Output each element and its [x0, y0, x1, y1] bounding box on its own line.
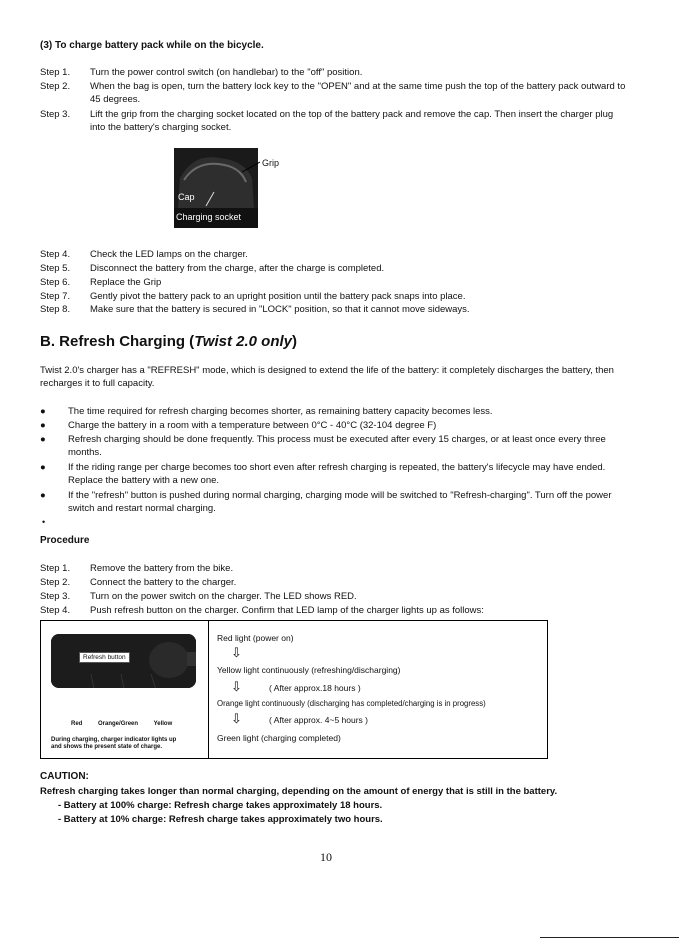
red-light-label: Red [71, 721, 83, 727]
step-text: Turn the power control switch (on handlebar) to the "off" position. [90, 67, 363, 78]
bullet-text: If the "refresh" button is pushed during normal charging, charging mode will be switched to "Refresh-charging". Turn off the power switch and restart normal charging. [68, 490, 612, 514]
step-text: Lift the grip from the charging socket located on the top of the battery pack and remove the cap. Then insert the charger plug into the battery's charging socket. [90, 109, 614, 133]
step-text: Make sure that the battery is secured in "LOCK" position, so that it cannot move sideways. [90, 304, 470, 315]
step-text: Remove the battery from the bike. [90, 563, 234, 574]
down-arrow-icon: ⇩ [231, 711, 242, 726]
bullet-text: The time required for refresh charging becomes shorter, as remaining battery capacity becomes less. [68, 406, 493, 417]
step-5 [40, 262, 630, 275]
step-8 [40, 303, 630, 316]
sequence-orange-light: Orange light continuously (discharging has completed/charging is in progress) [217, 699, 486, 708]
step-7 [40, 290, 630, 303]
page-number: 10 [320, 850, 332, 864]
step-label: Step 3. [40, 591, 71, 602]
bullet-icon: ● [40, 406, 46, 417]
grip-label: Grip [262, 158, 280, 168]
sequence-after-18-hours: ( After approx.18 hours ) [269, 683, 361, 693]
yellow-light-label: Yellow [153, 721, 173, 727]
grip-pointer-line [240, 160, 262, 174]
sequence-red-light: Red light (power on) [217, 633, 294, 643]
led-sequence-table [40, 620, 548, 759]
step-text: Gently pivot the battery pack to an upright position until the battery pack snaps into place. [90, 291, 466, 302]
step-label: Step 2. [40, 577, 71, 588]
sequence-after-4-5-hours: ( After approx. 4~5 hours ) [269, 715, 368, 725]
bullet-text: Refresh charging should be done frequently. This process must be executed after every 15 charges, or at least once every three months. [68, 434, 606, 458]
sequence-green-light: Green light (charging completed) [217, 733, 341, 743]
caution-title: CAUTION: [40, 771, 89, 782]
bullet-text: If the riding range per charge becomes too short even after refresh charging is repeated, the battery's lifecycle may have ended. Replace the battery with a new one. [68, 462, 606, 486]
step-text: Disconnect the battery from the charge, after the charge is completed. [90, 263, 385, 274]
step-text: Push refresh button on the charger. Confirm that LED lamp of the charger lights up as follows: [90, 605, 484, 616]
step-label: Step 1. [40, 67, 71, 78]
procedure-step-1 [40, 562, 630, 575]
step-label: Step 8. [40, 304, 71, 315]
bullet-item [40, 419, 640, 432]
refresh-intro-paragraph: Twist 2.0's charger has a "REFRESH" mode, which is designed to extend the life of the battery: it completely discharges the battery, then recharges it to full capacity. [40, 365, 614, 389]
bullet-item [40, 489, 640, 515]
step-label: Step 4. [40, 605, 71, 616]
caution-line-1: Refresh charging takes longer than normal charging, depending on the amount of energy that is still in the battery. [40, 786, 558, 797]
procedure-step-3 [40, 590, 630, 603]
charger-indicator-note: During charging, charger indicator lights up and shows the present state of charge. [51, 737, 177, 750]
step-text: When the bag is open, turn the battery lock key to the "OPEN" and at the same time push the top of the battery pack outward to 45 degrees. [90, 81, 626, 105]
table-divider [208, 621, 209, 758]
charging-socket-label: Charging socket [176, 212, 242, 222]
heading-prefix: B. Refresh Charging ( [40, 333, 195, 350]
section-3-title: (3) To charge battery pack while on the bicycle. [40, 40, 264, 51]
step-1 [40, 66, 630, 79]
bullet-icon: ● [40, 434, 46, 445]
step-label: Step 6. [40, 277, 71, 288]
cap-label: Cap [178, 192, 195, 202]
procedure-step-2 [40, 576, 630, 589]
caution-line-3: - Battery at 10% charge: Refresh charge takes approximately two hours. [58, 814, 383, 825]
step-label: Step 5. [40, 263, 71, 274]
bullet-icon: ● [40, 490, 46, 501]
step-6 [40, 276, 630, 289]
heading-suffix: ) [292, 333, 297, 350]
step-text: Replace the Grip [90, 277, 162, 288]
down-arrow-icon: ⇩ [231, 679, 242, 694]
step-label: Step 2. [40, 81, 71, 92]
stray-bullet-icon: • [42, 517, 46, 527]
step-text: Turn on the power switch on the charger. The LED shows RED. [90, 591, 357, 602]
step-label: Step 7. [40, 291, 71, 302]
step-text: Connect the battery to the charger. [90, 577, 237, 588]
procedure-title: Procedure [40, 535, 90, 546]
down-arrow-icon: ⇩ [231, 645, 242, 660]
refresh-button-label: Refresh button [79, 652, 130, 663]
step-2 [40, 80, 630, 106]
bottom-rule [540, 937, 679, 938]
step-4 [40, 248, 630, 261]
bullet-item [40, 405, 640, 418]
indicator-light-labels [71, 721, 201, 727]
step-label: Step 3. [40, 109, 71, 120]
bullet-item [40, 461, 640, 487]
step-label: Step 1. [40, 563, 71, 574]
heading-italic: Twist 2.0 only [194, 333, 292, 350]
sequence-yellow-light: Yellow light continuously (refreshing/discharging) [217, 665, 401, 675]
caution-line-2: - Battery at 100% charge: Refresh charge takes approximately 18 hours. [58, 800, 383, 811]
step-label: Step 4. [40, 249, 71, 260]
bullet-item [40, 433, 640, 459]
step-3 [40, 108, 630, 134]
step-text: Check the LED lamps on the charger. [90, 249, 248, 260]
bullet-icon: ● [40, 420, 46, 431]
bullet-icon: ● [40, 462, 46, 473]
section-b-heading [40, 333, 297, 350]
procedure-step-4 [40, 604, 630, 617]
bullet-text: Charge the battery in a room with a temperature between 0°C - 40°C (32-104 degree F) [68, 420, 437, 431]
orange-green-light-label: Orange/Green [98, 721, 139, 727]
